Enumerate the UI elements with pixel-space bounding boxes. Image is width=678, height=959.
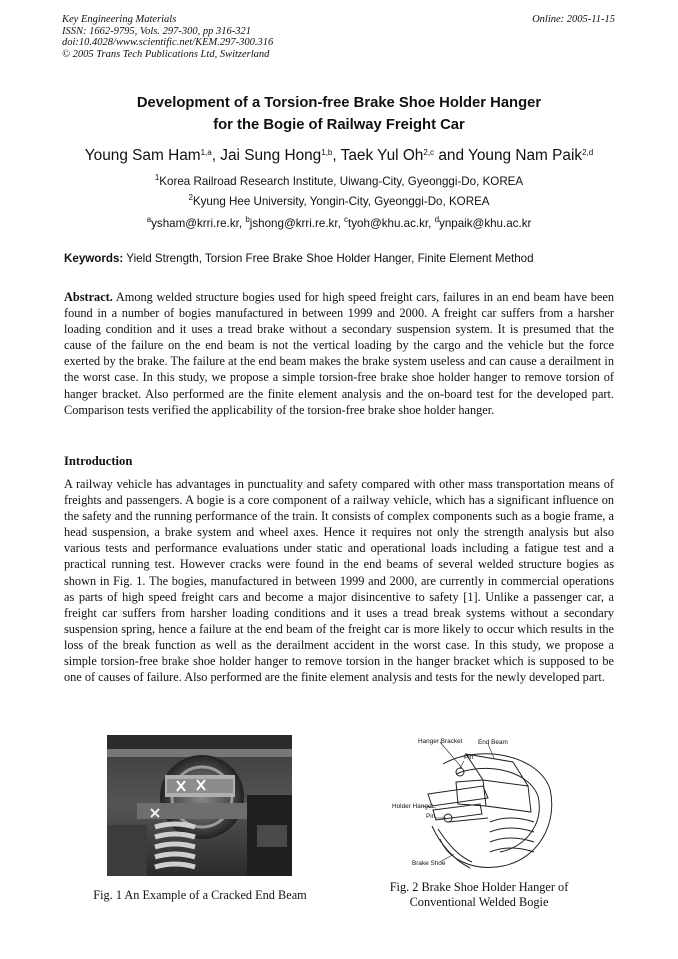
author-name: Taek Yul Oh xyxy=(340,147,424,164)
paper-title xyxy=(40,92,638,136)
affiliation-sup: 1 xyxy=(154,173,160,182)
journal-name: Key Engineering Materials xyxy=(62,14,177,25)
author-sep: , xyxy=(211,147,221,164)
label-hanger-bracket: Hanger Bracket xyxy=(418,738,463,745)
figure-2-drawing xyxy=(388,734,558,876)
email-sep: , xyxy=(238,217,246,230)
author-name: Jai Sung Hong xyxy=(220,147,322,164)
figure-2-caption-line-2: Conventional Welded Bogie xyxy=(409,895,549,909)
email-link[interactable]: ynpaik@khu.ac.kr xyxy=(439,217,532,230)
copyright-line: © 2005 Trans Tech Publications Ltd, Switzerland xyxy=(62,48,270,60)
email-sep: , xyxy=(337,217,345,230)
email-sup: d xyxy=(434,215,440,224)
email-link[interactable]: jshong@krri.re.kr xyxy=(249,217,338,230)
author-sup: 2,d xyxy=(582,148,594,157)
online-date: Online: 2005-11-15 xyxy=(532,14,615,25)
email-link[interactable]: tyoh@khu.ac.kr xyxy=(348,217,429,230)
email-sup: a xyxy=(146,215,152,224)
title-line-1: Development of a Torsion-free Brake Shoe Holder Hanger xyxy=(136,95,542,111)
figure-2-caption xyxy=(354,880,604,910)
title-line-2: for the Bogie of Railway Freight Car xyxy=(213,117,465,133)
issn-line: ISSN: 1662-9795, Vols. 297-300, pp 316-321 xyxy=(62,25,251,37)
abstract xyxy=(64,289,614,418)
label-end-beam: End Beam xyxy=(478,739,508,746)
author-sep: and xyxy=(434,147,468,164)
email-list xyxy=(40,217,638,231)
cracked-end-beam-photo xyxy=(107,735,292,876)
author-name: Young Nam Paik xyxy=(468,147,583,164)
affiliation-1 xyxy=(40,175,638,189)
affiliation-2 xyxy=(40,195,638,209)
label-holder-hanger: Holder Hanger xyxy=(392,803,434,810)
affiliation-sup: 2 xyxy=(188,193,193,202)
affiliation-text: Korea Railroad Research Institute, Uiwang-City, Gyeonggi-Do, KOREA xyxy=(159,175,524,188)
email-sup: b xyxy=(245,215,250,224)
author-sep: , xyxy=(332,147,341,164)
author-sup: 2,c xyxy=(423,148,435,157)
abstract-text: Among welded structure bogies used for high speed freight cars, failures in an end beam have been found in a number of bogies manufactured in between 1999 and 2000. A freight car suffers from a harsher loading condition and it uses a tread brake without a secondary suspension system. It is presumed that the cause of the failure on the end beam is not the vertical loading by the cargo and the vehicle but the force exerted by the brake. The failure at the end beam makes the brake system useless and can cause a derailment in the worst case. In this study, we propose a simple torsion-free brake shoe holder hanger to remove torsion of hanger bracket. Also performed are the finite element analysis and the on-board test for the developed part. Comparison tests verified the applicability of the torsion-free brake shoe holder hanger. xyxy=(64,290,614,417)
email-sep: , xyxy=(428,217,435,230)
label-pin-bottom: Pin xyxy=(426,813,436,820)
figure-1-photo xyxy=(107,735,292,876)
brake-shoe-holder-hanger-diagram xyxy=(388,734,558,876)
label-brake-shoe: Brake Shoe xyxy=(412,860,446,867)
keywords-label: Keywords: xyxy=(64,252,124,265)
label-pin-top: Pin xyxy=(464,754,474,761)
introduction-text: A railway vehicle has advantages in punctuality and safety compared with other mass transportation means of freights and passengers. A bogie is a core component of a railway vehicle, which has a significant influence on the safety and the running performance of the train. It consists of complex components such as a bogie frame, a head suspension, a brake system and wheel axes. Hence it requires not only the strength analysis but also various tests and performance evaluations under static and operational loads including a fatigue test and a practical running test. However cracks were found in the end beams of several welded structure bogies as shown in Fig. 1. The bogies, manufactured in between 1999 and 2000, are currently in commercial operations as parts of high speed freight cars and become a major disincentive to safety [1]. Unlike a passenger car, a freight car suffers from harsher loading conditions and it uses a tread break systems without a secondary suspension spring, hence a failure at the end beam of the freight car is more likely to occur which results in the loss of the break function as well as the derailment accident in the worst case. In this study, we propose a simple torsion-free brake shoe holder hanger to remove torsion in the hanger bracket which is supposed to be one of causes of failure. Also performed are the finite element analysis and tests for the newly developed part. xyxy=(64,477,614,685)
doi-line: doi:10.4028/www.scientific.net/KEM.297-300.316 xyxy=(62,37,274,49)
running-header xyxy=(62,14,273,60)
author-sup: 1,a xyxy=(200,148,212,157)
email-link[interactable]: ysham@krri.re.kr xyxy=(151,217,239,230)
affiliation-text: Kyung Hee University, Yongin-City, Gyeonggi-Do, KOREA xyxy=(192,195,490,208)
keywords-text: Yield Strength, Torsion Free Brake Shoe Holder Hanger, Finite Element Method xyxy=(123,252,534,265)
figure-2-caption-line-1: Fig. 2 Brake Shoe Holder Hanger of xyxy=(389,880,569,894)
abstract-label: Abstract. xyxy=(64,290,113,304)
figure-1-caption: Fig. 1 An Example of a Cracked End Beam xyxy=(93,888,307,902)
author-list xyxy=(20,146,658,166)
author-name: Young Sam Ham xyxy=(84,147,201,164)
email-sup: c xyxy=(344,215,349,224)
keywords xyxy=(64,252,624,265)
author-sup: 1,b xyxy=(321,148,333,157)
section-heading-introduction: Introduction xyxy=(64,454,133,468)
